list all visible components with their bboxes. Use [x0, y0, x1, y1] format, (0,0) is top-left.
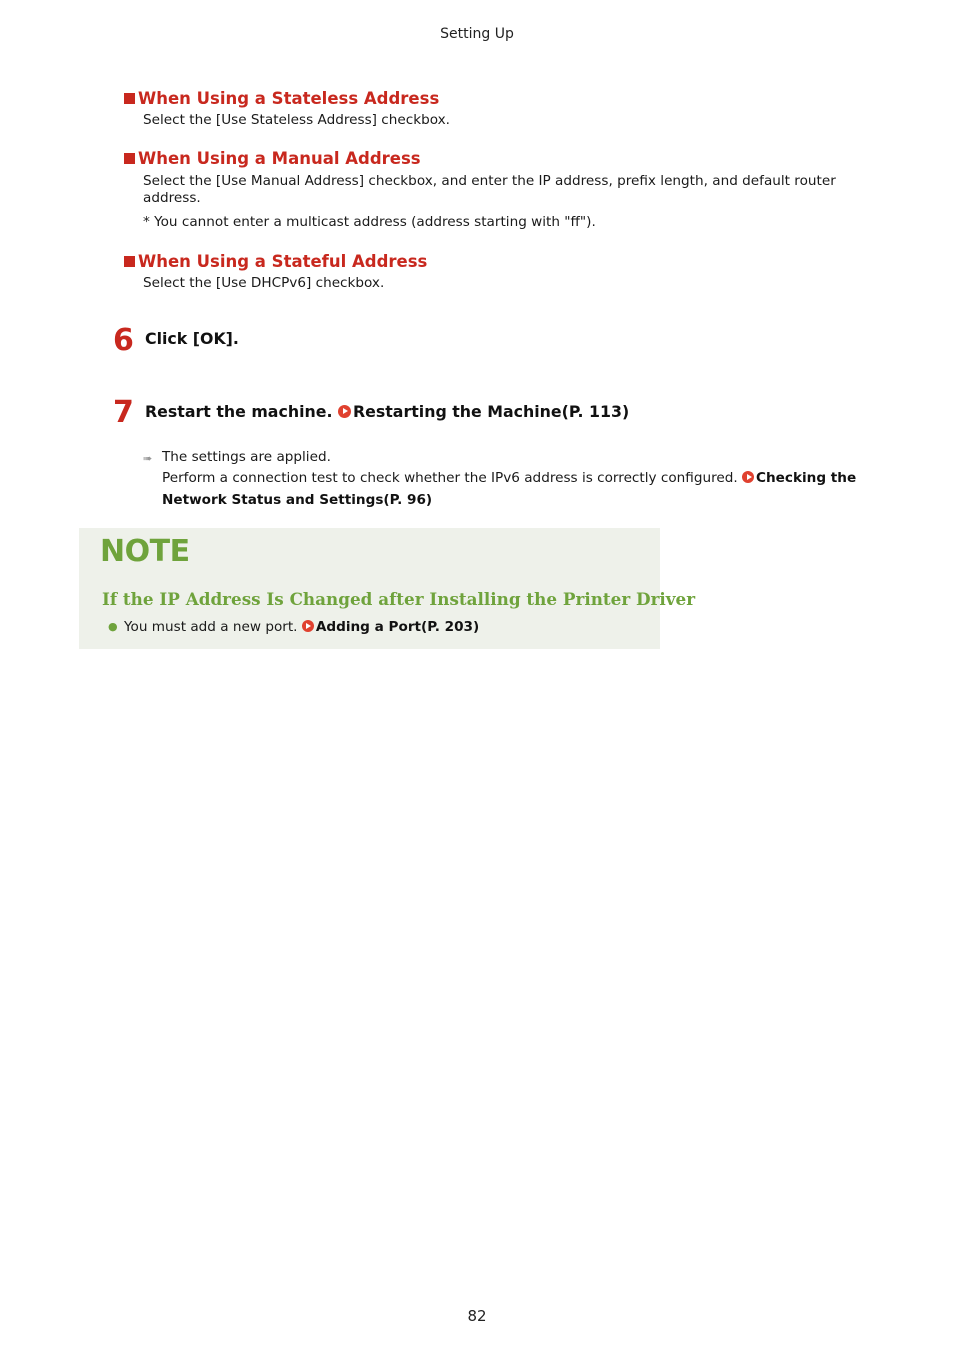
square-bullet-icon [124, 93, 135, 104]
play-circle-icon [742, 471, 754, 483]
subsection-note-manual: * You cannot enter a multicast address (address starting with "ff"). [143, 214, 596, 230]
step-number-6: 6 [113, 323, 134, 358]
step-instruction: Restart the machine. [145, 402, 333, 421]
subsection-title-manual [124, 149, 421, 168]
subsection-title-text: When Using a Manual Address [138, 149, 421, 168]
subsection-body-stateful: Select the [Use DHCPv6] checkbox. [143, 275, 385, 291]
note-title: NOTE [100, 534, 190, 569]
square-bullet-icon [124, 256, 135, 267]
result-arrow-icon: ➠ [143, 452, 153, 465]
play-circle-icon [338, 405, 351, 418]
note-heading: If the IP Address Is Changed after Installing the Printer Driver [102, 589, 696, 609]
result-line-1: The settings are applied. [162, 449, 331, 465]
step-text-6: Click [OK]. [145, 329, 239, 348]
step-text-7 [145, 402, 629, 421]
page-number: 82 [467, 1307, 487, 1325]
step-number-7: 7 [113, 395, 134, 430]
result-text: Perform a connection test to check whether the IPv6 address is correctly configured. [162, 470, 738, 486]
subsection-body-manual: Select the [Use Manual Address] checkbox, and enter the IP address, prefix length, and default router address. [143, 173, 836, 206]
note-item [124, 619, 479, 635]
subsection-title-stateful [124, 252, 427, 271]
adding-port-link[interactable] [302, 619, 479, 635]
result-line-2 [162, 467, 862, 511]
subsection-title-stateless [124, 89, 439, 108]
bullet-icon: ● [108, 620, 118, 633]
link-label: Adding a Port(P. 203) [315, 619, 480, 635]
note-item-text: You must add a new port. [124, 619, 298, 635]
link-label: Restarting the Machine(P. 113) [352, 402, 630, 421]
page-header: Setting Up [440, 26, 514, 42]
square-bullet-icon [124, 153, 135, 164]
play-circle-icon [302, 620, 314, 632]
subsection-body-stateless: Select the [Use Stateless Address] checkbox. [143, 112, 450, 128]
subsection-title-text: When Using a Stateful Address [138, 252, 428, 271]
restart-machine-link[interactable] [338, 402, 629, 421]
subsection-title-text: When Using a Stateless Address [138, 89, 440, 108]
link-label: Checking the Network Status and Settings(P. 96) [162, 470, 857, 508]
